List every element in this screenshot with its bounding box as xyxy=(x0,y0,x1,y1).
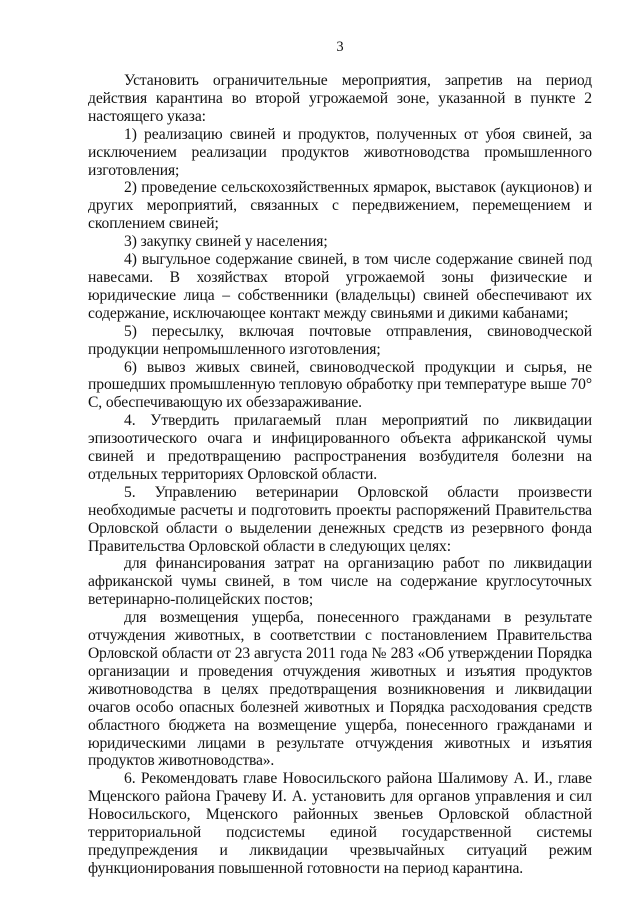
paragraph-section-5: 5. Управлению ветеринарии Орловской области произвести необходимые расчеты и подготовить проекты распоряжений Правительства Орловской области о выделении денежных средств из резервного фонда Правительства Орловской области в следующих целях: xyxy=(88,483,592,555)
page-number: 3 xyxy=(336,39,344,55)
paragraph-section-4: 4. Утвердить прилагаемый план мероприятий по ликвидации эпизоотического очага и инфицированного объекта африканской чумы свиней и предотвращению распространения возбудителя болезни на отдельных территориях Орловской области. xyxy=(88,412,592,483)
paragraph-financing-purpose: для финансирования затрат на организацию работ по ликвидации африканской чумы свиней, в том числе на содержание круглосуточных ветеринарно-полицейских постов; xyxy=(88,555,592,609)
paragraph-item-2: 2) проведение сельскохозяйственных ярмарок, выставок (аукционов) и других мероприятий, связанных с передвижением, перемещением и скоплением свиней; xyxy=(88,179,592,233)
paragraph-item-1: 1) реализацию свиней и продуктов, полученных от убоя свиней, за исключением реализации продуктов животноводства промышленного изготовления; xyxy=(88,125,592,179)
paragraph-section-6: 6. Рекомендовать главе Новосильского района Шалимову А. И., главе Мценского района Грачеву И. А. установить для органов управления и сил Новосильского, Мценского районных звеньев Орловской областной территориальной подсистемы единой государственной системы предупреждения и ликвидации чрезвычайных ситуаций режим функционирования повышенной готовности на период карантина. xyxy=(88,770,592,877)
paragraph-item-3: 3) закупку свиней у населения; xyxy=(124,233,328,251)
paragraph-item-6: 6) вывоз живых свиней, свиноводческой продукции и сырья, не прошедших промышленную тепловую обработку при температуре выше 70° С, обеспечивающую их обеззараживание. xyxy=(88,358,592,412)
paragraph-restrictions-intro: Установить ограничительные мероприятия, запретив на период действия карантина во второй угрожаемой зоне, указанной в пункте 2 настоящего указа: xyxy=(88,72,592,125)
paragraph-compensation-purpose: для возмещения ущерба, понесенного гражданами в результате отчуждения животных, в соответствии с постановлением Правительства Орловской области от 23 августа 2011 года № 283 «Об утверждении Порядка организации и проведения отчуждения животных и изъятия продуктов животноводства в целях предотвращения возникновения и ликвидации очагов особо опасных болезней животных и Порядка расходования средств областного бюджета на возмещение ущерба, понесенного гражданами и юридическими лицами в результате отчуждения животных и изъятия продуктов животноводства». xyxy=(88,609,592,770)
paragraph-item-4: 4) выгульное содержание свиней, в том числе содержание свиней под навесами. В хозяйствах второй угрожаемой зоны физические и юридические лица – собственники (владельцы) свиней обеспечивают их содержание, исключающее контакт между свиньями и дикими кабанами; xyxy=(88,251,592,322)
paragraph-item-5: 5) пересылку, включая почтовые отправления, свиноводческой продукции непромышленного изготовления; xyxy=(88,322,592,358)
